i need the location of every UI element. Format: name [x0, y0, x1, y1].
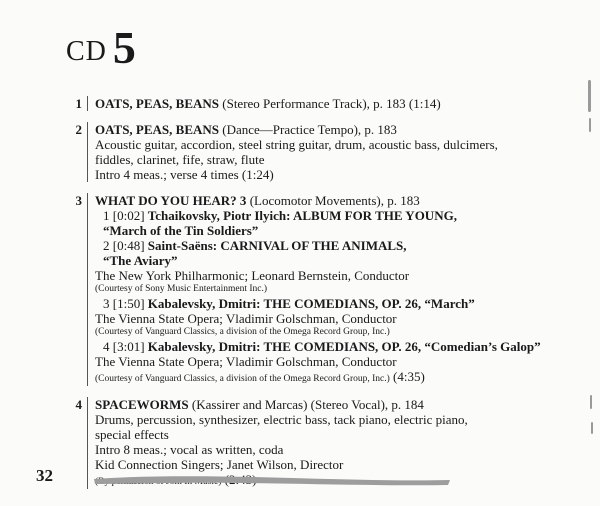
track-details — [87, 96, 570, 111]
margin-mark — [588, 80, 591, 112]
work-title: Kabalevsky, Dmitri: THE COMEDIANS, OP. 26, “March” — [147, 296, 475, 311]
work-subtitle: “The Aviary” — [103, 253, 178, 268]
instrumentation-line: Drums, percussion, synthesizer, electric bass, tack piano, electric piano, — [95, 412, 468, 427]
gray-brush-stroke — [92, 472, 452, 488]
performer-line: Kid Connection Singers; Janet Wilson, Director — [95, 457, 344, 472]
track-info: (Stereo Performance Track), p. 183 (1:14) — [219, 96, 441, 111]
margin-mark — [591, 422, 593, 434]
courtesy-credit: (Courtesy of Vanguard Classics, a division of the Omega Record Group, Inc.) — [95, 374, 390, 384]
cd-label: CD — [66, 36, 107, 67]
cue-marker: 3 [1:50] — [103, 296, 145, 311]
track-item — [60, 193, 570, 386]
track-title: SPACEWORMS — [95, 397, 189, 412]
courtesy-credit: (Courtesy of Sony Music Entertainment Inc.) — [95, 284, 268, 294]
cd-number: 5 — [112, 22, 136, 73]
instrumentation-line: fiddles, clarinet, fife, straw, flute — [95, 152, 265, 167]
work-subtitle: “March of the Tin Soldiers” — [103, 223, 259, 238]
track-number: 4 — [75, 397, 82, 412]
margin-mark — [589, 118, 591, 132]
track-item — [60, 122, 570, 182]
cue-marker: 4 [3:01] — [103, 339, 145, 354]
work-title: Saint-Saëns: CARNIVAL OF THE ANIMALS, — [147, 238, 407, 253]
performer-line: The New York Philharmonic; Leonard Bernstein, Conductor — [95, 268, 410, 283]
instrumentation-line: Acoustic guitar, accordion, steel string guitar, drum, acoustic bass, dulcimers, — [95, 137, 498, 152]
track-details — [87, 193, 570, 386]
page-number: 32 — [36, 466, 53, 485]
track-info: (Dance—Practice Tempo), p. 183 — [219, 122, 397, 137]
cd-heading — [66, 18, 136, 71]
track-number: 2 — [75, 122, 82, 137]
track-info: (Kassirer and Marcas) (Stereo Vocal), p. 184 — [188, 397, 424, 412]
instrumentation-line: special effects — [95, 427, 169, 442]
cue-marker: 1 [0:02] — [103, 208, 145, 223]
track-title: WHAT DO YOU HEAR? 3 — [95, 193, 247, 208]
courtesy-credit: (Courtesy of Vanguard Classics, a division of the Omega Record Group, Inc.) — [95, 327, 390, 337]
track-item — [60, 96, 570, 111]
track-info: (Locomotor Movements), p. 183 — [246, 193, 420, 208]
track-list — [60, 96, 570, 489]
track-details — [87, 122, 570, 182]
track-title: OATS, PEAS, BEANS — [95, 96, 220, 111]
margin-mark — [590, 395, 592, 409]
form-line: Intro 8 meas.; vocal as written, coda — [95, 442, 284, 457]
track-title: OATS, PEAS, BEANS — [95, 122, 220, 137]
track-duration: (4:35) — [389, 369, 425, 384]
performer-line: The Vienna State Opera; Vladimir Golschman, Conductor — [95, 354, 397, 369]
cue-marker: 2 [0:48] — [103, 238, 145, 253]
track-number: 3 — [75, 193, 82, 208]
work-title: Kabalevsky, Dmitri: THE COMEDIANS, OP. 26, “Comedian’s Galop” — [147, 339, 541, 354]
work-title: Tchaikovsky, Piotr Ilyich: ALBUM FOR THE YOUNG, — [147, 208, 457, 223]
form-line: Intro 4 meas.; verse 4 times (1:24) — [95, 167, 274, 182]
performer-line: The Vienna State Opera; Vladimir Golschman, Conductor — [95, 311, 397, 326]
track-number: 1 — [75, 96, 82, 111]
